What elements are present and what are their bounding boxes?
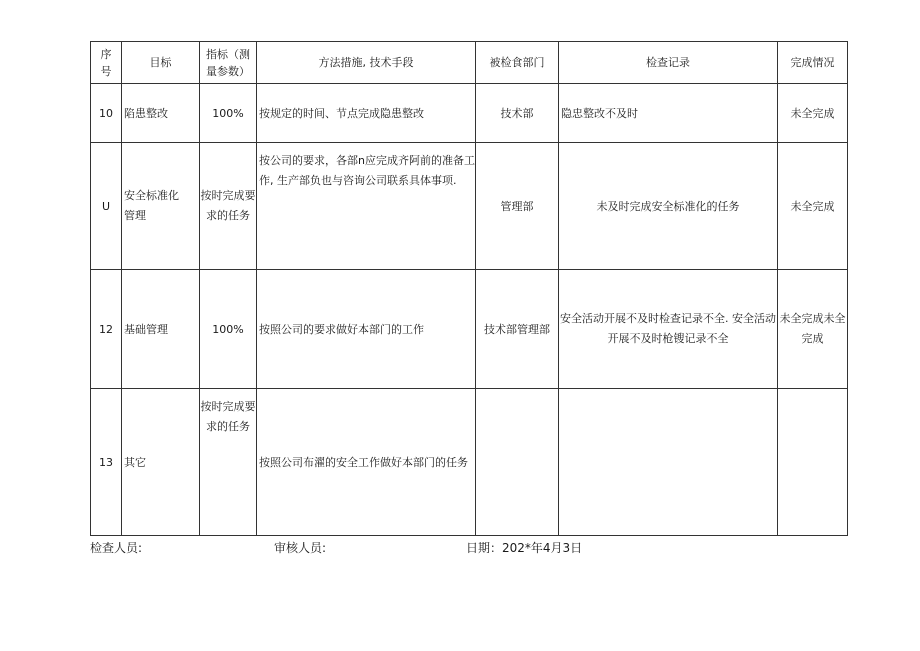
table-row	[91, 389, 848, 536]
header-record: 检查记录	[559, 42, 778, 84]
cell-seq: 10	[91, 84, 122, 143]
header-dept: 被检食部门	[476, 42, 559, 84]
cell-indicator: 100%	[200, 270, 257, 389]
header-status: 完成情况	[778, 42, 848, 84]
cell-status: 未全完成	[778, 143, 848, 270]
cell-method: 按照公司的要求做好本部门的工作	[257, 270, 476, 389]
cell-record: 安全活动开展不及时检查记录不全. 安全活动 开展不及时枪锼记录不全	[559, 270, 778, 389]
inspector-label: 检查人员:	[90, 541, 143, 555]
header-method: 方法措施, 技术手段	[257, 42, 476, 84]
cell-record: 未及时完成安全标准化的任务	[559, 143, 778, 270]
cell-method: 按规定的时间、节点完成隐患整改	[257, 84, 476, 143]
cell-record	[559, 389, 778, 536]
table-row	[91, 143, 848, 270]
cell-method: 按公司的要求，各部n应完成齐阿前的准备工 作, 生产部负也与咨询公司联系具体事项.	[257, 143, 476, 270]
cell-seq: 13	[91, 389, 122, 536]
cell-indicator: 100%	[200, 84, 257, 143]
cell-method: 按照公司布濯的安全工作做好本部门的任务	[257, 389, 476, 536]
cell-indicator: 按时完成要 求的任务	[200, 143, 257, 270]
cell-dept: 管理部	[476, 143, 559, 270]
header-goal: 目标	[122, 42, 200, 84]
cell-record: 隐忠整改不及时	[559, 84, 778, 143]
cell-status	[778, 389, 848, 536]
cell-dept	[476, 389, 559, 536]
cell-indicator: 按时完成要 求的任务	[200, 389, 257, 536]
cell-goal: 基础管理	[122, 270, 200, 389]
cell-status: 未全完成未全 完成	[778, 270, 848, 389]
date-label: 日期：202*年4月3日	[466, 541, 583, 555]
cell-goal: 陷患整改	[122, 84, 200, 143]
cell-goal: 安全标准化 管理	[122, 143, 200, 270]
table-row	[91, 270, 848, 389]
inspection-table	[90, 41, 848, 536]
cell-status: 未全完成	[778, 84, 848, 143]
header-indicator: 指标（测 量参数）	[200, 42, 257, 84]
cell-goal: 其它	[122, 389, 200, 536]
cell-dept: 技术部管理部	[476, 270, 559, 389]
table-row	[91, 84, 848, 143]
cell-seq: 12	[91, 270, 122, 389]
cell-dept: 技术部	[476, 84, 559, 143]
header-row	[91, 42, 848, 84]
cell-seq: U	[91, 143, 122, 270]
reviewer-label: 审核人员:	[274, 541, 327, 555]
header-seq: 序 号	[91, 42, 122, 84]
